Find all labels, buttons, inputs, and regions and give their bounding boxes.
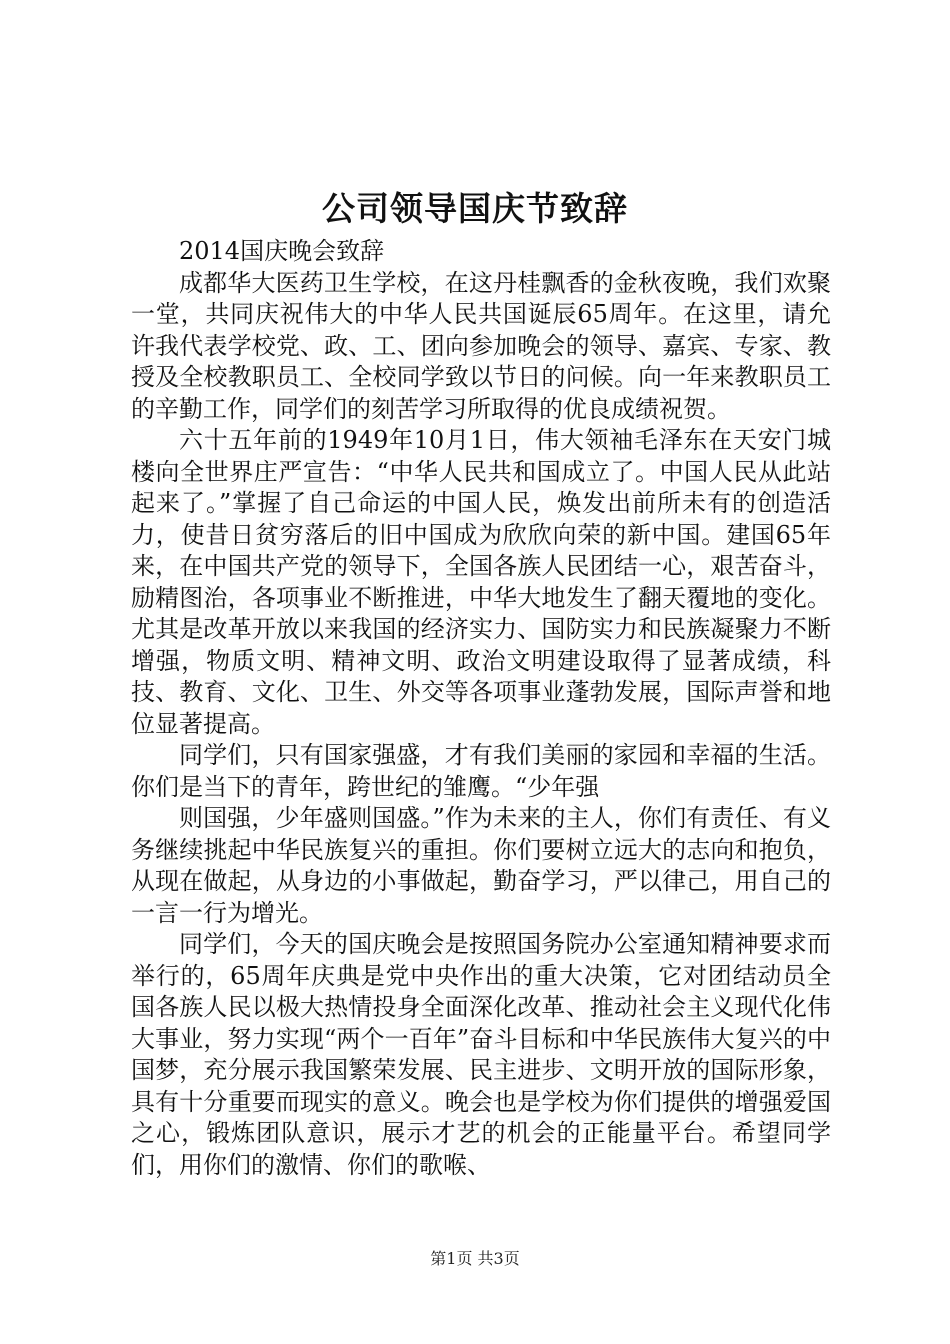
paragraph-subtitle: 2014国庆晚会致辞 — [179, 237, 385, 265]
paragraph: 同学们，今天的国庆晚会是按照国务院办公室通知精神要求而举行的，65周年庆典是党中央作出的重大决策，它对团结动员全国各族人民以极大热情投身全面深化改革、推动社会主义现代化伟大事业，努力实现“两个一百年”奋斗目标和中华民族伟大复兴的中国梦，充分展示我国繁荣发展、民主进步、文明开放的国际形象，具有十分重要而现实的意义。晚会也是学校为你们提供的增强爱国之心，锻炼团队意识，展示才艺的机会的正能量平台。希望同学们，用你们的激情、你们的歌喉、 — [131, 930, 831, 1179]
paragraph: 成都华大医药卫生学校，在这丹桂飘香的金秋夜晚，我们欢聚一堂，共同庆祝伟大的中华人民共国诞辰65周年。在这里，请允许我代表学校党、政、工、团向参加晚会的领导、嘉宾、专家、教授及全校教职员工、全校同学致以节日的问候。向一年来教职员工的辛勤工作，同学们的刻苦学习所取得的优良成绩祝贺。 — [131, 268, 831, 423]
paragraph: 六十五年前的1949年10月1日，伟大领袖毛泽东在天安门城楼向全世界庄严宣告：“中华人民共和国成立了。中国人民从此站起来了。”掌握了自己命运的中国人民，焕发出前所未有的创造活力，使昔日贫穷落后的旧中国成为欣欣向荣的新中国。建国65年来，在中国共产党的领导下，全国各族人民团结一心，艰苦奋斗，励精图治，各项事业不断推进，中华大地发生了翻天覆地的变化。尤其是改革开放以来我国的经济实力、国防实力和民族凝聚力不断增强，物质文明、精神文明、政治文明建设取得了显著成绩，科技、教育、文化、卫生、外交等各项事业蓬勃发展，国际声誉和地位显著提高。 — [131, 426, 831, 738]
paragraph: 则国强，少年盛则国盛。”作为未来的主人，你们有责任、有义务继续挑起中华民族复兴的重担。你们要树立远大的志向和抱负，从现在做起，从身边的小事做起，勤奋学习，严以律己，用自己的一言一行为增光。 — [131, 804, 831, 927]
page-title: 公司领导国庆节致辞 — [322, 189, 628, 228]
page-footer: 第1页 共3页 — [430, 1249, 520, 1268]
document-body — [131, 236, 831, 1181]
paragraph: 同学们，只有国家强盛，才有我们美丽的家园和幸福的生活。你们是当下的青年，跨世纪的雏鹰。“少年强 — [131, 741, 831, 801]
